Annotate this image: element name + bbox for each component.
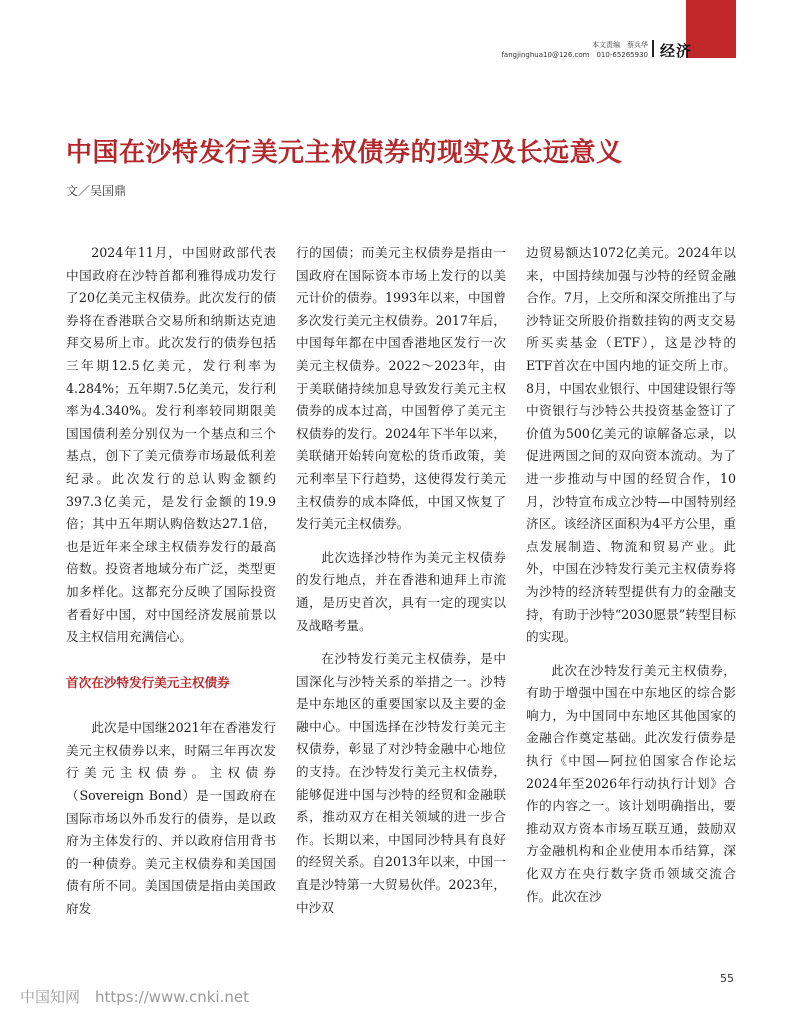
article-column-1 — [66, 242, 276, 921]
page-number: 55 — [720, 972, 734, 985]
brand-logo — [660, 40, 724, 61]
section-heading: 首次在沙特发行美元主权债券 — [66, 674, 230, 690]
paragraph: 2024年11月，中国财政部代表中国政府在沙特首都利雅得成功发行了20亿美元主权债券。此次发行的债券将在香港联合交易所和纳斯达克迪拜交易所上市。此次发行的债券包括三年期12.5亿美元，发行利率为4.284%；五年期7.5亿美元，发行利率为4.340%。发行利率较同期限美国国债利差分别仅为一个基点和三个基点，创下了美元债券市场最低利差纪录。此次发行的总认购金额约397.3亿美元，是发行金额的19.9倍；其中五年期认购倍数达27.1倍，也是近年来全球主权债券发行的最高倍数。投资者地域分布广泛，类型更加多样化。这都充分反映了国际投资者看好中国，对中国经济发展前景以及主权信用充满信心。 — [66, 245, 276, 645]
editor-line: 本文责编 蔡兵华 — [592, 41, 648, 49]
paragraph: 此次选择沙特作为美元主权债券的发行地点，并在香港和迪拜上市流通，是历史首次，具有一定的现实以及战略考量。 — [296, 549, 506, 633]
brand-main: 经济 — [660, 42, 693, 60]
cnki-watermark: 中国知网 https://www.cnki.net — [20, 988, 249, 1006]
contact-line: fangjinghua10@126.com 010-65265930 — [501, 51, 648, 59]
paragraph: 此次在沙特发行美元主权债券，有助于增强中国在中东地区的综合影响力，为中国同中东地区其他国家的金融合作奠定基础。此次发行债券是执行《中国—阿拉伯国家合作论坛2024年至2026年行动执行计划》合作的内容之一。该计划明确指出，要推动双方资本市场互联互通，鼓励双方金融机构和企业使用本币结算，深化双方在央行数字货币领域交流合作。此次在沙 — [526, 662, 736, 904]
article-column-3 — [526, 242, 736, 908]
paragraph: 此次是中国继2021年在香港发行美元主权债券以来，时隔三年再次发行美元主权债券。主权债券（Sovereign Bond）是一国政府在国际市场以外币发行的债券，是以政府为主体发行的、并以政府信用背书的一种债券。美元主权债券和美国国债有所不同。美国国债是指由美国政府发 — [66, 720, 276, 917]
brand-accent: 瞭望 — [692, 42, 725, 60]
article-title: 中国在沙特发行美元主权债券的现实及长远意义 — [66, 138, 623, 168]
article-byline: 文／吴国鼎 — [66, 184, 127, 198]
header-meta — [501, 40, 648, 60]
article-column-2 — [296, 242, 506, 919]
paragraph: 边贸易额达1072亿美元。2024年以来，中国持续加强与沙特的经贸金融合作。7月，上交所和深交所推出了与沙特证交所股价指数挂钩的两支交易所买卖基金（ETF），这是沙特的ETF首次在中国内地的证交所上市。8月，中国农业银行、中国建设银行等中资银行与沙特公共投资基金签订了价值为500亿美元的谅解备忘录，以促进两国之间的双向资本流动。为了进一步推动与中国的经贸合作，10月，沙特宣布成立沙特—中国特别经济区。该经济区面积为4平方公里，重点发展制造、物流和贸易产业。此外，中国在沙特发行美元主权债券将为沙特的经济转型提供有力的金融支持，有助于沙特“2030愿景”转型目标的实现。 — [526, 245, 736, 645]
paragraph: 在沙特发行美元主权债券，是中国深化与沙特关系的举措之一。沙特是中东地区的重要国家以及主要的金融中心。中国选择在沙特发行美元主权债券，彰显了对沙特金融中心地位的支持。在沙特发行美元主权债券，能够促进中国与沙特的经贸和金融联系，推动双方在相关领域的进一步合作。长期以来，中国同沙特具有良好的经贸关系。自2013年以来，中国一直是沙特第一大贸易伙伴。2023年，中沙双 — [296, 651, 506, 915]
header-divider — [652, 40, 654, 57]
paragraph: 行的国债；而美元主权债券是指由一国政府在国际资本市场上发行的以美元计价的债券。1993年以来，中国曾多次发行美元主权债券。2017年后，中国每年都在中国香港地区发行一次美元主权债券。2022～2023年，由于美联储持续加息导致发行美元主权债券的成本过高，中国暂停了美元主权债券的发行。2024年下半年以来，美联储开始转向宽松的货币政策，美元利率呈下行趋势，这使得发行美元主权债券的成本降低，中国又恢复了发行美元主权债券。 — [296, 245, 506, 532]
